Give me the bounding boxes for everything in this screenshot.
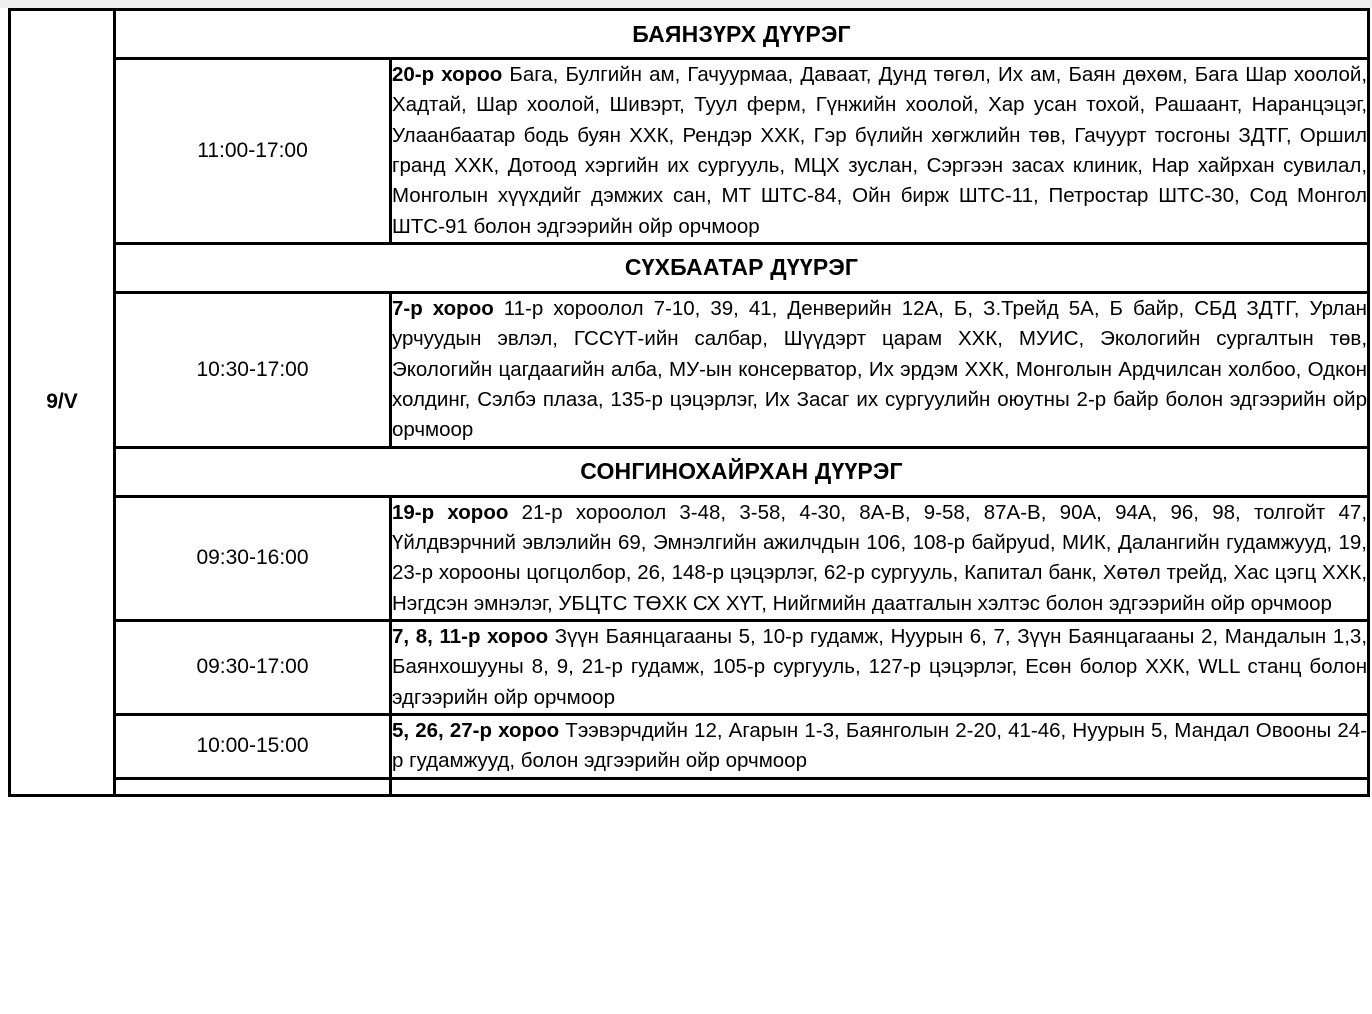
schedule-sheet: [8, 8, 1367, 797]
time-cell: 11:00-17:00: [115, 59, 391, 244]
time-cell: 09:30-17:00: [115, 620, 391, 714]
khoroo-label: 7, 8, 11-р хороо: [392, 624, 549, 648]
khoroo-label: 19-р хороо: [392, 500, 509, 524]
time-cell: 09:30-16:00: [115, 496, 391, 620]
area-list: 11-р хороолол 7-10, 39, 41, Денверийн 12А, Б, З.Трейд 5А, Б байр, СБД ЗДТГ, Урлан урчуудын эвлэл, ГССҮТ-ийн салбар, Шүүдэрт царам ХХК, МУИС, Экологийн сургалтын төв, Экологийн цагдаагийн алба, МУ-ын консерватор, Их эрдэм ХХК, Монголын Ардчилсан холбоо, Одкон холдинг, Сэлбэ плаза, 135-р цэцэрлэг, Их Засаг их сургуулийн оюутны 2-р байр болон эдгээрийн ойр орчмоор: [392, 296, 1368, 442]
district-header-row-songinokhairkhan: [10, 447, 1369, 496]
area-cell: [391, 496, 1369, 620]
district-title-sukhbaatar: СҮХБААТАР ДҮҮРЭГ: [115, 243, 1369, 292]
district-title-songinokhairkhan: СОНГИНОХАЙРХАН ДҮҮРЭГ: [115, 447, 1369, 496]
area-cell-clipped: [391, 778, 1369, 795]
table-row: [10, 496, 1369, 620]
page-top-strip: [0, 0, 1372, 8]
table-row: [10, 620, 1369, 714]
table-row: [10, 59, 1369, 244]
table-row: [10, 292, 1369, 447]
date-cell: 9/V: [10, 10, 115, 796]
khoroo-label: 7-р хороо: [392, 296, 494, 320]
khoroo-label: 5, 26, 27-р хороо: [392, 718, 560, 742]
table-row-clipped: [10, 778, 1369, 795]
area-cell: [391, 620, 1369, 714]
district-title-bayanzurkh: БАЯНЗҮРХ ДҮҮРЭГ: [115, 10, 1369, 59]
time-cell: 10:30-17:00: [115, 292, 391, 447]
time-cell: 10:00-15:00: [115, 714, 391, 778]
area-list: Зүүн Баянцагааны 5, 10-р гудамж, Нуурын 6, 7, Зүүн Баянцагааны 2, Мандалын 1,3, Баянхошууны 8, 9, 21-р гудамж, 105-р сургууль, 127-р цэцэрлэг, Есөн болор ХХК, WLL станц болон эдгээрийн ойр орчмоор: [392, 624, 1368, 709]
area-list: Бага, Булгийн ам, Гачуурмаа, Даваат, Дунд төгөл, Их ам, Баян дөхөм, Бага Шар хоолой, Хадтай, Шар хоолой, Шивэрт, Туул ферм, Гүнжийн хоолой, Хар усан тохой, Рашаант, Наранцэцэг, Улаанбаатар бодь буян ХХК, Рендэр ХХК, Гэр бүлийн хөгжлийн төв, Гачуурт тосгоны ЗДТГ, Оршил гранд ХХК, Дотоод хэргийн их сургууль, МЦХ зуслан, Сэргээн засах клиник, Нар хайрхан сувилал, Монголын хүүхдийг дэмжих сан, МТ ШТС-84, Ойн бирж ШТС-11, Петростар ШТС-30, Сод Монгол ШТС-91 болон эдгээрийн ойр орчмоор: [392, 63, 1368, 238]
district-header-row-bayanzurkh: [10, 10, 1369, 59]
outage-schedule-table: [8, 8, 1370, 797]
table-row: [10, 714, 1369, 778]
area-cell: [391, 714, 1369, 778]
area-list: 21-р хороолол 3-48, 3-58, 4-30, 8А-В, 9-58, 87А-В, 90А, 94А, 96, 98, толгойт 47, Үйлдвэрчний эвлэлийн 69, Эмнэлгийн ажилчдын 106, 108-р байруud, МИК, Далангийн гудамжууд, 19, 23-р хорооны цогцолбор, 26, 148-р цэцэрлэг, 62-р сургууль, Капитал банк, Хөтөл трейд, Хас цэгц ХХК, Нэгдсэн эмнэлэг, УБЦТС ТӨХК СХ ХҮТ, Нийгмийн даатгалын хэлтэс болон эдгээрийн ойр орчмоор: [392, 500, 1368, 615]
khoroo-label: 20-р хороо: [392, 63, 503, 86]
area-list: Тээвэрчдийн 12, Агарын 1-3, Баянголын 2-20, 41-46, Нуурын 5, Мандал Овооны 24-р гудамжууд, болон эдгээрийн ойр орчмоор: [392, 718, 1368, 773]
area-cell: [391, 59, 1369, 244]
district-header-row-sukhbaatar: [10, 243, 1369, 292]
area-cell: [391, 292, 1369, 447]
time-cell-clipped: [115, 778, 391, 795]
